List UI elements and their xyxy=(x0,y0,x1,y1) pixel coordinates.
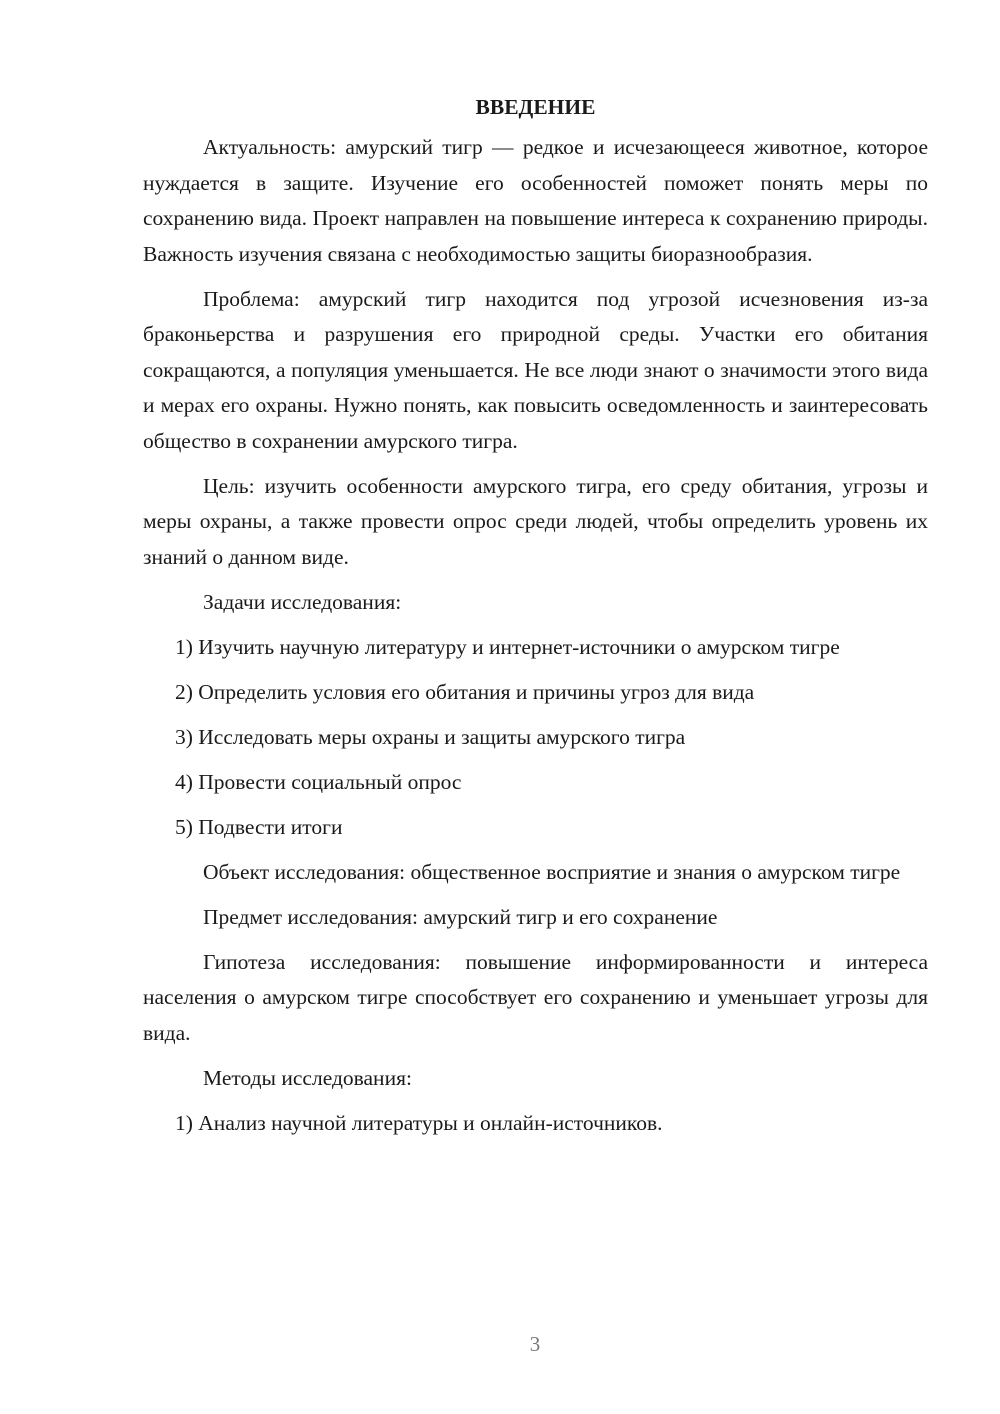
list-item-method-1: 1) Анализ научной литературы и онлайн-источников. xyxy=(175,1110,663,1135)
paragraph-methods-heading: Методы исследования: xyxy=(203,1065,412,1090)
paragraph-relevance: Актуальность: амурский тигр — редкое и исчезающееся животное, которое нуждается в защите. Изучение его особенностей поможет понять меры по сохранению вида. Проект направлен на повышение интереса к сохранению природы. Важность изучения связана с необходимостью защиты биоразнообразия. xyxy=(143,135,928,266)
list-item-task-3: 3) Исследовать меры охраны и защиты амурского тигра xyxy=(175,724,686,749)
paragraph-problem: Проблема: амурский тигр находится под угрозой исчезновения из-за браконьерства и разрушения его природной среды. Участки его обитания сокращаются, а популяция уменьшается. Не все люди знают о значимости этого вида и мерах его охраны. Нужно понять, как повысить осведомленность и заинтересовать общество в сохранении амурского тигра. xyxy=(143,286,928,453)
paragraph-tasks-heading: Задачи исследования: xyxy=(203,589,402,614)
paragraph-hypothesis: Гипотеза исследования: повышение информированности и интереса населения о амурском тигре способствует его сохранению и уменьшает угрозы для вида. xyxy=(143,949,928,1045)
list-item-task-1: 1) Изучить научную литературу и интернет-источники о амурском тигре xyxy=(175,634,840,659)
page-number: 3 xyxy=(529,1332,541,1356)
list-item-task-4: 4) Провести социальный опрос xyxy=(175,769,462,794)
list-item-task-5: 5) Подвести итоги xyxy=(175,814,343,839)
paragraph-goal: Цель: изучить особенности амурского тигра, его среду обитания, угрозы и меры охраны, а также провести опрос среди людей, чтобы определить уровень их знаний о данном виде. xyxy=(143,473,928,569)
paragraph-object: Объект исследования: общественное восприятие и знания о амурском тигре xyxy=(203,859,901,884)
paragraph-subject: Предмет исследования: амурский тигр и его сохранение xyxy=(203,904,718,929)
section-title: ВВЕДЕНИЕ xyxy=(475,95,596,119)
document-page xyxy=(143,90,928,1151)
list-item-task-2: 2) Определить условия его обитания и причины угроз для вида xyxy=(175,679,755,704)
